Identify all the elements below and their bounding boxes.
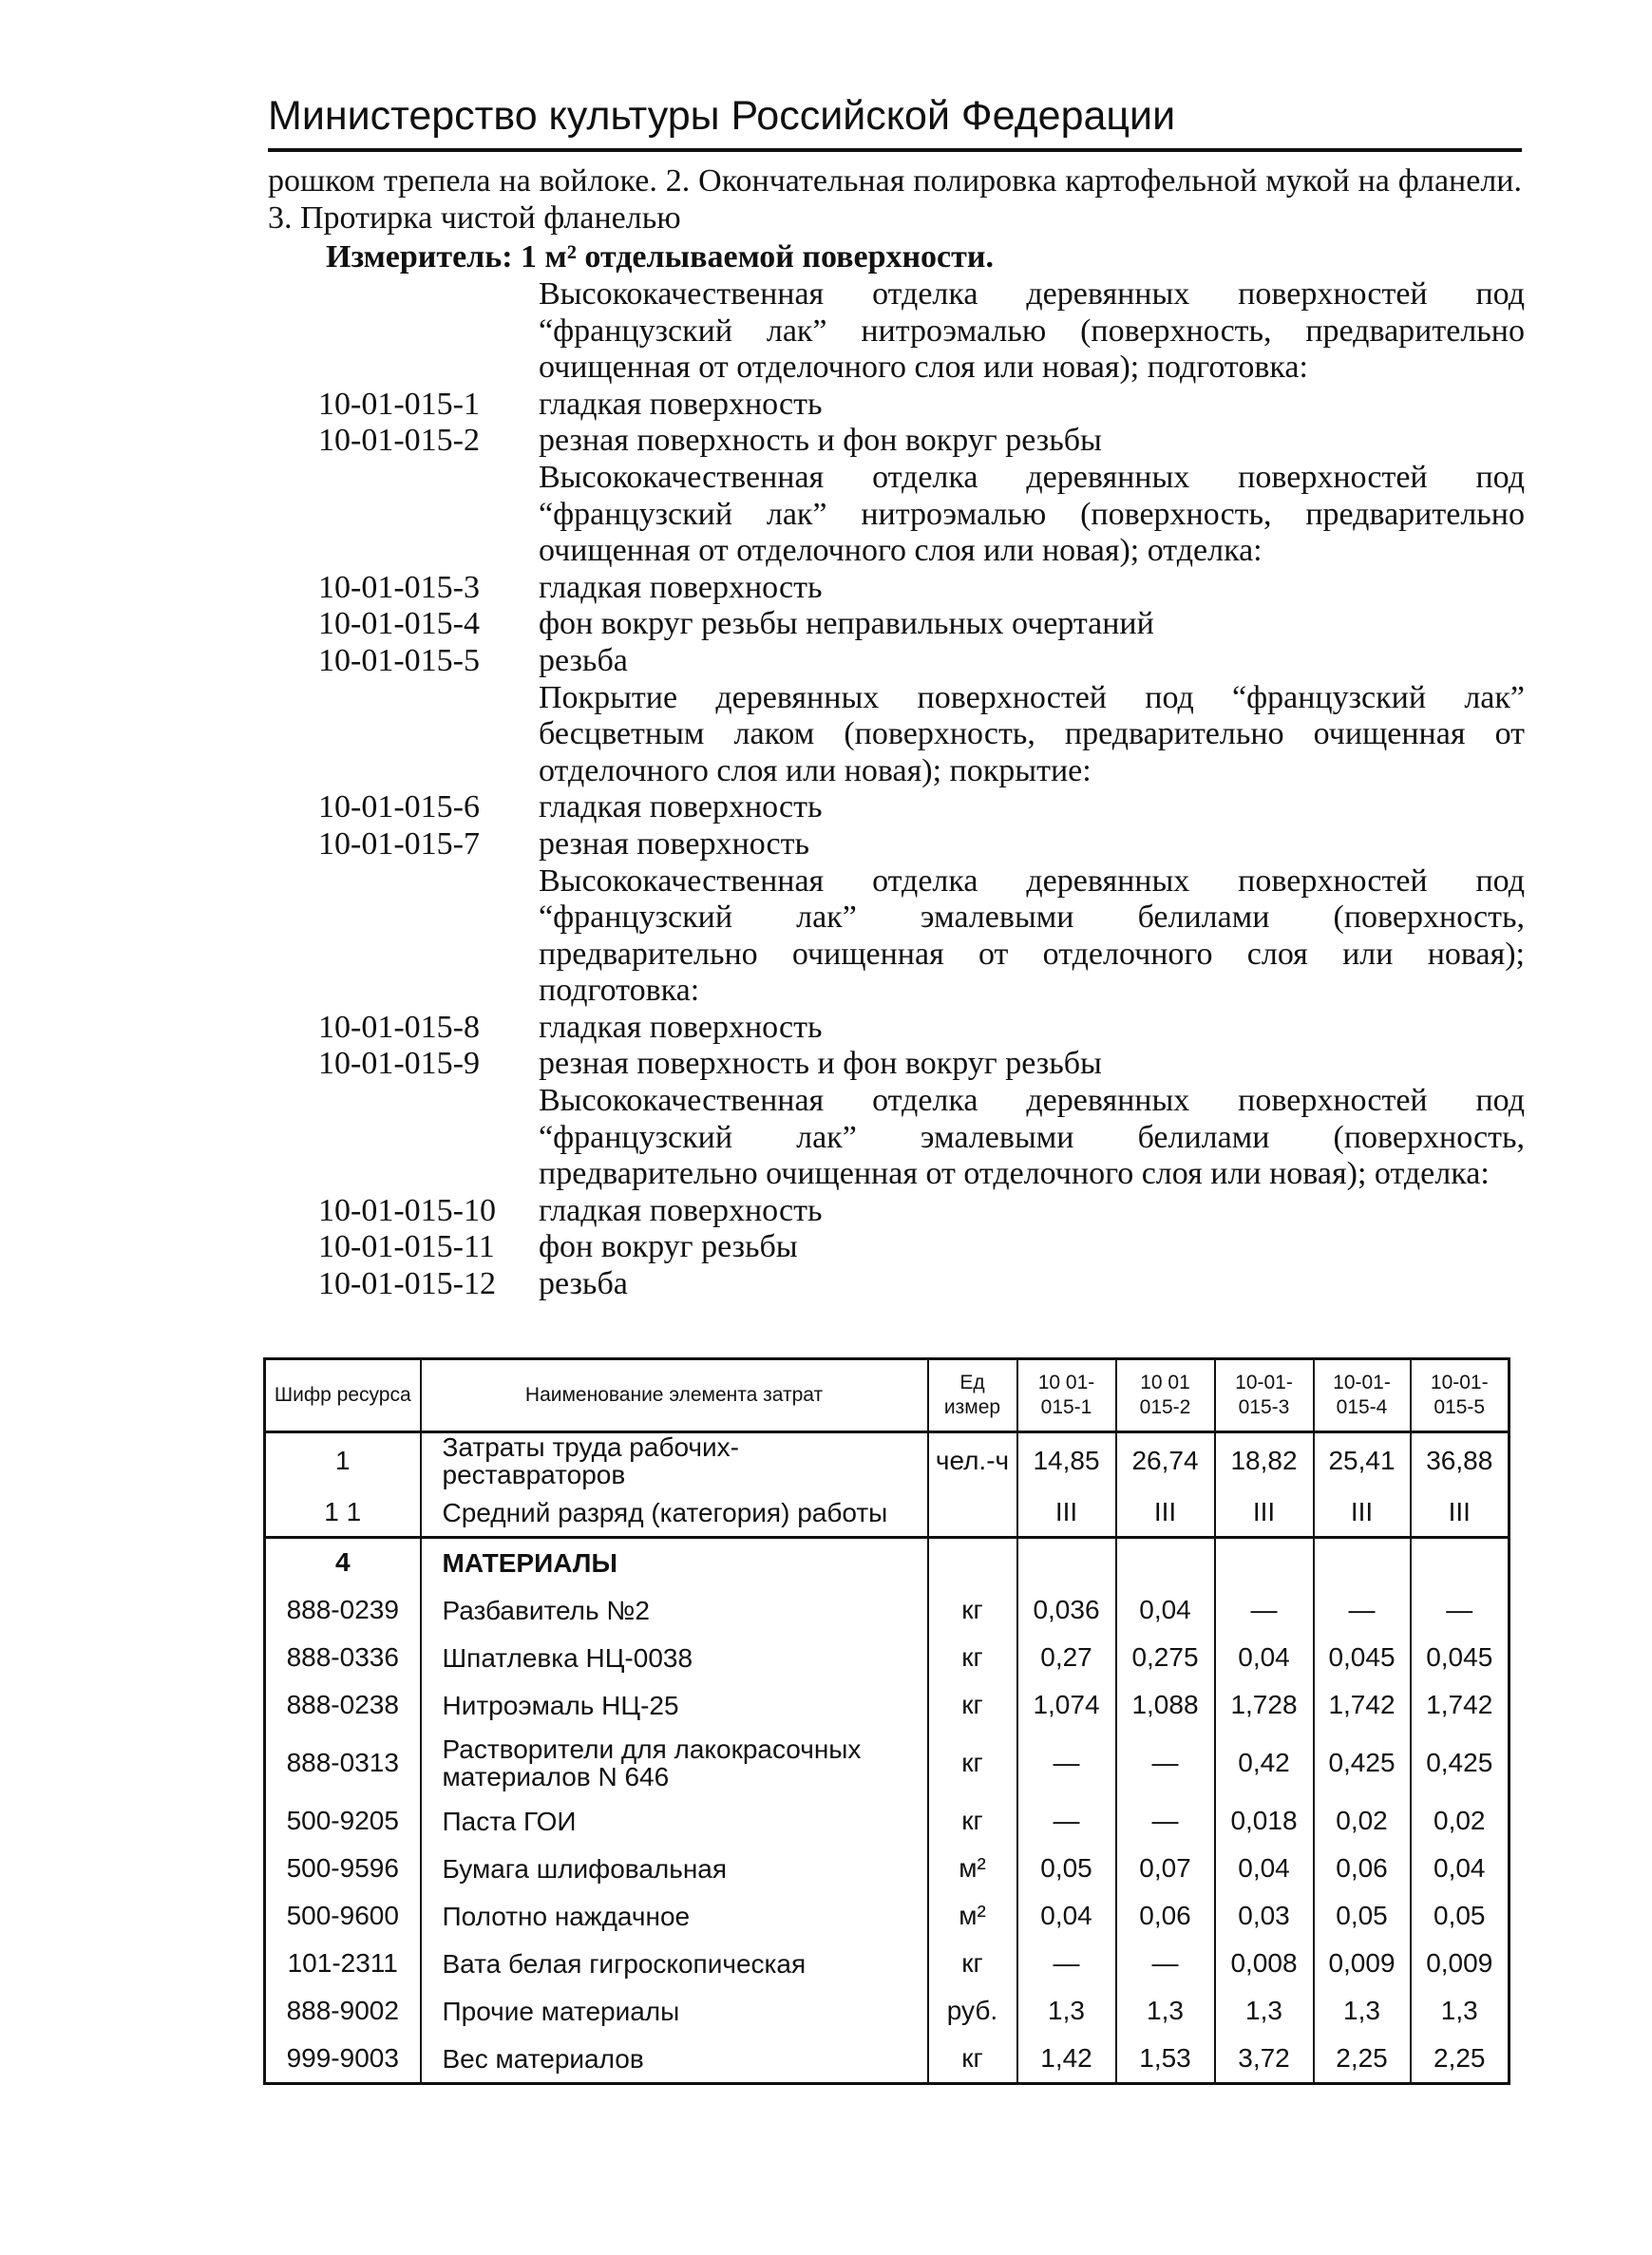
value-cell: 0,045	[1314, 1634, 1411, 1681]
value-cell: —	[1017, 1940, 1116, 1987]
work-item-code	[318, 1083, 539, 1193]
value-cell: 0,06	[1116, 1892, 1215, 1940]
resource-code-cell: 999-9003	[265, 2035, 421, 2084]
resource-name-cell: Полотно наждачное	[421, 1892, 928, 1940]
table-row	[265, 1940, 1510, 1987]
unit-cell: кг	[928, 1729, 1017, 1797]
value-cell: 0,04	[1215, 1845, 1314, 1892]
work-item-text: резная поверхность и фон вокруг резьбы	[539, 423, 1102, 459]
table-row	[265, 1845, 1510, 1892]
table-body	[265, 1432, 1510, 2084]
value-cell: III	[1411, 1488, 1510, 1538]
work-item-text: Высококачественная отделка деревянных поверхностей под “французский лак” эмалевыми белилами (поверхность, предварительно очищенная от отделочного слоя или новая); отделка:	[539, 1083, 1525, 1192]
value-cell: 0,275	[1116, 1634, 1215, 1681]
value-cell: 1,3	[1314, 1987, 1411, 2035]
unit-cell: кг	[928, 2035, 1017, 2084]
value-cell: —	[1314, 1586, 1411, 1634]
table-row	[265, 1488, 1510, 1538]
work-item	[318, 789, 1525, 826]
value-cell: 0,27	[1017, 1634, 1116, 1681]
resource-code-cell: 888-0239	[265, 1586, 421, 1634]
value-cell: 1,3	[1215, 1987, 1314, 2035]
work-item-code: 10-01-015-5	[318, 642, 480, 678]
work-item	[318, 1046, 1525, 1083]
value-cell: 18,82	[1215, 1432, 1314, 1489]
value-cell: 0,04	[1017, 1892, 1116, 1940]
work-item-text: резьба	[539, 642, 628, 678]
value-cell: III	[1116, 1488, 1215, 1538]
work-item-text: гладкая поверхность	[539, 1009, 823, 1045]
table-row	[265, 1634, 1510, 1681]
work-item-text: Высококачественная отделка деревянных поверхностей под “французский лак” нитроэмалью (поверхность, предварительно очищенная от отделочного слоя или новая); подготовка:	[539, 276, 1525, 386]
value-cell: 0,42	[1215, 1729, 1314, 1797]
work-item	[318, 570, 1525, 607]
value-cell: 0,04	[1116, 1586, 1215, 1634]
work-item-code	[318, 863, 539, 1010]
value-cell: 0,02	[1314, 1797, 1411, 1845]
value-cell: 1,3	[1017, 1987, 1116, 2035]
work-item-code: 10-01-015-2	[318, 423, 480, 459]
table-header-row	[265, 1359, 1510, 1432]
unit-cell: м²	[928, 1845, 1017, 1892]
resource-code-cell: 500-9600	[265, 1892, 421, 1940]
value-cell: 0,05	[1411, 1892, 1510, 1940]
unit-cell: м²	[928, 1892, 1017, 1940]
resource-name-cell: Растворители для лакокрасочных материалов N 646	[421, 1729, 928, 1797]
header-unit: Ед измер	[928, 1359, 1017, 1432]
work-items-list	[318, 276, 1525, 1303]
table-row	[265, 1681, 1510, 1729]
resource-code-cell: 888-9002	[265, 1987, 421, 2035]
value-cell: 0,04	[1411, 1845, 1510, 1892]
unit-cell	[928, 1488, 1017, 1538]
work-item-text: резная поверхность	[539, 825, 809, 862]
resource-name-cell: МАТЕРИАЛЫ	[421, 1538, 928, 1587]
value-cell: 0,036	[1017, 1586, 1116, 1634]
work-item-code	[318, 680, 539, 790]
work-item	[318, 387, 1525, 424]
resource-code-cell: 4	[265, 1538, 421, 1587]
work-item-text: гладкая поверхность	[539, 386, 823, 422]
resource-name-cell: Паста ГОИ	[421, 1797, 928, 1845]
value-cell: 25,41	[1314, 1432, 1411, 1489]
work-item	[318, 826, 1525, 863]
value-cell: —	[1017, 1797, 1116, 1845]
work-item-code: 10-01-015-12	[318, 1266, 496, 1302]
work-item-code	[318, 460, 539, 570]
resource-name-cell: Шпатлевка НЦ-0038	[421, 1634, 928, 1681]
measure-line: Измеритель: 1 м² отделываемой поверхности.	[326, 239, 994, 275]
table-row	[265, 2035, 1510, 2084]
resource-name-cell: Вес материалов	[421, 2035, 928, 2084]
resource-name-cell: Средний разряд (категория) работы	[421, 1488, 928, 1538]
unit-cell: кг	[928, 1797, 1017, 1845]
value-cell: III	[1017, 1488, 1116, 1538]
value-cell: 1,42	[1017, 2035, 1116, 2084]
resource-code-cell: 888-0336	[265, 1634, 421, 1681]
table-row	[265, 1586, 1510, 1634]
value-cell	[1411, 1538, 1510, 1587]
work-item	[318, 1193, 1525, 1230]
value-cell: 1,728	[1215, 1681, 1314, 1729]
value-cell: 14,85	[1017, 1432, 1116, 1489]
page-header-title: Министерство культуры Российской Федерации	[268, 93, 1176, 139]
value-cell: 0,009	[1314, 1940, 1411, 1987]
value-cell: III	[1314, 1488, 1411, 1538]
table-row	[265, 1538, 1510, 1587]
work-item	[318, 1010, 1525, 1047]
value-cell: 36,88	[1411, 1432, 1510, 1489]
resource-code-cell: 888-0313	[265, 1729, 421, 1797]
work-item-text: Высококачественная отделка деревянных поверхностей под “французский лак” эмалевыми белилами (поверхность, предварительно очищенная от отделочного слоя или новая); подготовка:	[539, 862, 1525, 1009]
value-cell: 1,742	[1314, 1681, 1411, 1729]
resource-table	[263, 1357, 1510, 2085]
header-col: 10-01-015-5	[1411, 1359, 1510, 1432]
value-cell: 0,425	[1411, 1729, 1510, 1797]
resource-name-cell: Прочие материалы	[421, 1987, 928, 2035]
work-item-code: 10-01-015-7	[318, 825, 480, 862]
table-row	[265, 1892, 1510, 1940]
value-cell	[1314, 1538, 1411, 1587]
work-item	[318, 1266, 1525, 1303]
unit-cell: чел.-ч	[928, 1432, 1017, 1489]
value-cell: 1,074	[1017, 1681, 1116, 1729]
resource-code-cell: 101-2311	[265, 1940, 421, 1987]
value-cell: 1,088	[1116, 1681, 1215, 1729]
value-cell: 0,02	[1411, 1797, 1510, 1845]
unit-cell: кг	[928, 1586, 1017, 1634]
work-item-text: гладкая поверхность	[539, 1192, 823, 1228]
value-cell	[1017, 1538, 1116, 1587]
value-cell: III	[1215, 1488, 1314, 1538]
resource-name-cell: Разбавитель №2	[421, 1586, 928, 1634]
value-cell: —	[1116, 1940, 1215, 1987]
value-cell: 0,008	[1215, 1940, 1314, 1987]
resource-code-cell: 1 1	[265, 1488, 421, 1538]
header-col: 10 01 015-2	[1116, 1359, 1215, 1432]
work-item	[318, 460, 1525, 570]
value-cell: 0,05	[1314, 1892, 1411, 1940]
header-col: 10 01-015-1	[1017, 1359, 1116, 1432]
header-name: Наименование элемента затрат	[421, 1359, 928, 1432]
value-cell: 1,3	[1116, 1987, 1215, 2035]
unit-cell: кг	[928, 1634, 1017, 1681]
value-cell: —	[1116, 1729, 1215, 1797]
value-cell: 0,05	[1017, 1845, 1116, 1892]
resource-name-cell: Затраты труда рабочих-реставраторов	[421, 1432, 928, 1489]
value-cell: 0,045	[1411, 1634, 1510, 1681]
value-cell: 1,3	[1411, 1987, 1510, 2035]
work-item	[318, 863, 1525, 1010]
intro-paragraph: рошком трепела на войлоке. 2. Окончательная полировка картофельной мукой на фланели. 3. Протирка чистой фланелью	[268, 163, 1522, 236]
value-cell: 26,74	[1116, 1432, 1215, 1489]
unit-cell: руб.	[928, 1987, 1017, 2035]
header-code: Шифр ресурса	[265, 1359, 421, 1432]
work-item-text: резная поверхность и фон вокруг резьбы	[539, 1046, 1102, 1082]
value-cell: 0,03	[1215, 1892, 1314, 1940]
work-item-code: 10-01-015-8	[318, 1009, 480, 1045]
value-cell: —	[1215, 1586, 1314, 1634]
work-item-code: 10-01-015-3	[318, 569, 480, 605]
work-item-code: 10-01-015-6	[318, 789, 480, 825]
value-cell: 0,425	[1314, 1729, 1411, 1797]
table-row	[265, 1432, 1510, 1489]
value-cell	[1116, 1538, 1215, 1587]
value-cell: 0,018	[1215, 1797, 1314, 1845]
value-cell: 0,009	[1411, 1940, 1510, 1987]
value-cell: 0,06	[1314, 1845, 1411, 1892]
work-item	[318, 1229, 1525, 1266]
value-cell: 0,07	[1116, 1845, 1215, 1892]
value-cell: —	[1116, 1797, 1215, 1845]
work-item	[318, 423, 1525, 460]
value-cell: 0,04	[1215, 1634, 1314, 1681]
work-item-text: резьба	[539, 1266, 628, 1302]
unit-cell: кг	[928, 1940, 1017, 1987]
work-item	[318, 680, 1525, 790]
value-cell: 2,25	[1411, 2035, 1510, 2084]
resource-code-cell: 888-0238	[265, 1681, 421, 1729]
work-item-text: фон вокруг резьбы неправильных очертаний	[539, 606, 1154, 642]
work-item-text: Высококачественная отделка деревянных поверхностей под “французский лак” нитроэмалью (поверхность, предварительно очищенная от отделочного слоя или новая); отделка:	[539, 459, 1525, 569]
work-item	[318, 1083, 1525, 1193]
work-item-text: Покрытие деревянных поверхностей под “французский лак” бесцветным лаком (поверхность, предварительно очищенная от отделочного слоя или новая); покрытие:	[539, 679, 1525, 788]
work-item-text: гладкая поверхность	[539, 569, 823, 605]
work-item-code: 10-01-015-10	[318, 1192, 496, 1228]
resource-code-cell: 500-9596	[265, 1845, 421, 1892]
work-item-text: фон вокруг резьбы	[539, 1229, 798, 1265]
value-cell: 1,53	[1116, 2035, 1215, 2084]
table-row	[265, 1797, 1510, 1845]
resource-name-cell: Вата белая гигроскопическая	[421, 1940, 928, 1987]
resource-code-cell: 500-9205	[265, 1797, 421, 1845]
value-cell: 3,72	[1215, 2035, 1314, 2084]
work-item-code: 10-01-015-1	[318, 386, 480, 422]
resource-name-cell: Нитроэмаль НЦ-25	[421, 1681, 928, 1729]
work-item	[318, 276, 1525, 387]
header-col: 10-01-015-4	[1314, 1359, 1411, 1432]
unit-cell: кг	[928, 1681, 1017, 1729]
value-cell: 1,742	[1411, 1681, 1510, 1729]
work-item-code: 10-01-015-11	[318, 1229, 495, 1265]
work-item-code: 10-01-015-4	[318, 606, 480, 642]
value-cell	[1215, 1538, 1314, 1587]
resource-name-cell: Бумага шлифовальная	[421, 1845, 928, 1892]
work-item	[318, 643, 1525, 680]
work-item	[318, 606, 1525, 643]
value-cell: —	[1411, 1586, 1510, 1634]
work-item-text: гладкая поверхность	[539, 789, 823, 825]
header-col: 10-01-015-3	[1215, 1359, 1314, 1432]
unit-cell	[928, 1538, 1017, 1587]
value-cell: 2,25	[1314, 2035, 1411, 2084]
work-item-code: 10-01-015-9	[318, 1046, 480, 1082]
table-row	[265, 1729, 1510, 1797]
work-item-code	[318, 276, 539, 387]
resource-code-cell: 1	[265, 1432, 421, 1489]
header-divider	[268, 148, 1522, 152]
table-row	[265, 1987, 1510, 2035]
value-cell: —	[1017, 1729, 1116, 1797]
